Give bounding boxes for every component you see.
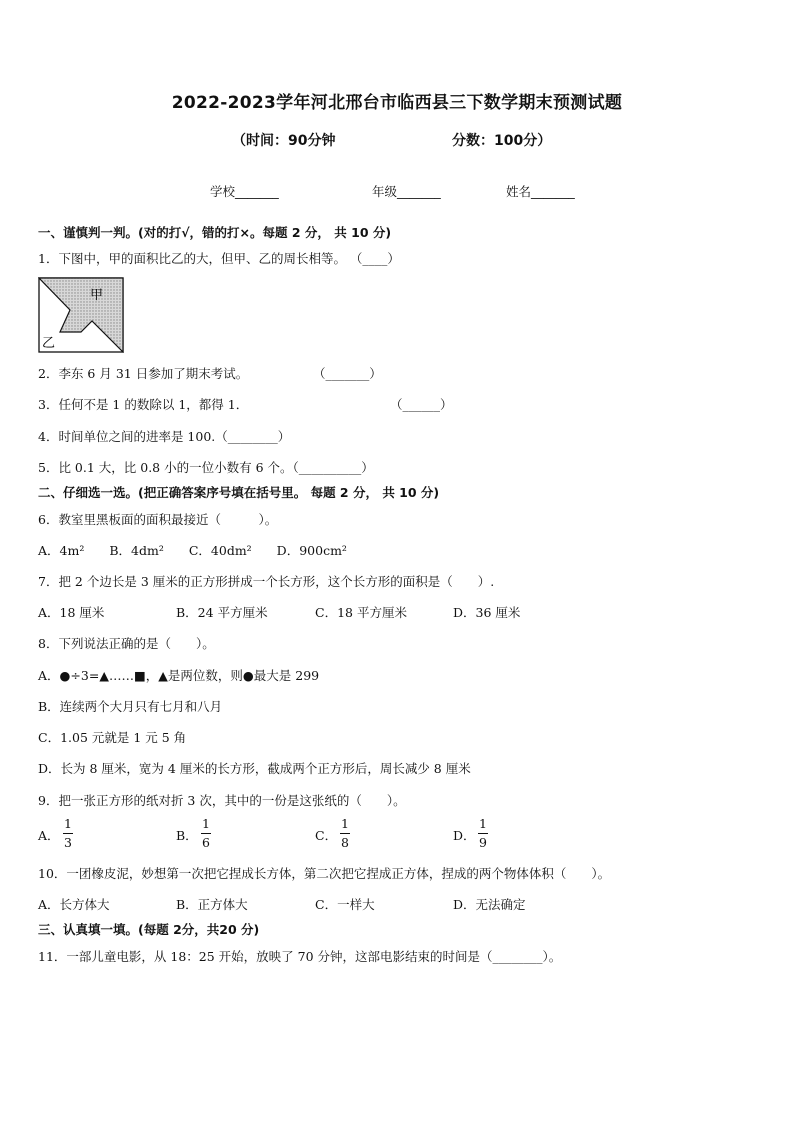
fraction-numerator: 1 [202, 816, 210, 831]
area-perimeter-figure [38, 277, 124, 353]
question-9-option-c: C． [315, 828, 338, 843]
question-7-option-c: C．18 平方厘米 [315, 605, 407, 620]
section-1-heading: 一、谨慎判一判。(对的打√，错的打×。每题 2 分， 共 10 分) [38, 225, 392, 240]
question-3-blank[interactable]: （______） [390, 397, 453, 412]
fraction-numerator: 1 [479, 816, 487, 831]
question-7-option-d: D．36 厘米 [453, 605, 521, 620]
question-7-option-a: A．18 厘米 [38, 605, 105, 620]
question-10-option-c: C．一样大 [315, 897, 375, 912]
fraction-one-eighth [340, 817, 350, 850]
question-9-option-a: A． [38, 828, 60, 843]
school-field[interactable]: 学校_______ [210, 184, 279, 199]
fraction-denominator: 9 [479, 835, 487, 850]
fraction-denominator: 3 [64, 835, 72, 850]
question-2-blank[interactable]: （_______） [313, 366, 382, 381]
question-3: 3．任何不是 1 的数除以 1，都得 1． [38, 397, 249, 412]
question-4: 4．时间单位之间的进率是 100.（________） [38, 429, 291, 444]
section-2-heading: 二、仔细选一选。(把正确答案序号填在括号里。 每题 2 分， 共 10 分) [38, 485, 440, 500]
fraction-one-third [63, 817, 73, 850]
question-8-option-a: A．●÷3=▲……■，▲是两位数，则●最大是 299 [38, 668, 320, 683]
fraction-one-sixth [201, 817, 211, 850]
question-7-option-b: B．24 平方厘米 [176, 605, 268, 620]
question-10-option-d: D．无法确定 [453, 897, 526, 912]
fraction-denominator: 6 [202, 835, 210, 850]
page-title: 2022-2023学年河北邢台市临西县三下数学期末预测试题 [171, 93, 623, 113]
question-11: 11．一部儿童电影，从 18：25 开始，放映了 70 分钟，这部电影结束的时间是（________）。 [38, 949, 562, 964]
question-10-option-b: B．正方体大 [176, 897, 248, 912]
fraction-numerator: 1 [341, 816, 349, 831]
exam-score: 分数：100分） [452, 133, 552, 149]
question-8: 8．下列说法正确的是（ ）。 [38, 636, 215, 651]
question-10-option-a: A．长方体大 [38, 897, 110, 912]
exam-time: （时间：90分钟 [232, 133, 336, 149]
question-9-option-b: B． [176, 828, 198, 843]
fraction-denominator: 8 [341, 835, 349, 850]
figure-label-yi: 乙 [42, 336, 56, 351]
figure-label-jia: 甲 [90, 288, 104, 303]
question-6-options: A．4m² B．4dm² C．40dm² D．900cm² [38, 543, 347, 558]
question-9: 9．把一张正方形的纸对折 3 次，其中的一份是这张纸的（ ）。 [38, 793, 406, 808]
question-10: 10．一团橡皮泥，妙想第一次把它捏成长方体，第二次把它捏成正方体，捏成的两个物体体积（ ）。 [38, 866, 611, 881]
grade-field[interactable]: 年级_______ [372, 184, 441, 199]
question-8-option-d: D．长为 8 厘米，宽为 4 厘米的长方形，截成两个正方形后，周长减少 8 厘米 [38, 761, 471, 776]
name-field[interactable]: 姓名_______ [506, 184, 575, 199]
fraction-numerator: 1 [64, 816, 72, 831]
question-8-option-b: B．连续两个大月只有七月和八月 [38, 699, 223, 714]
question-7: 7．把 2 个边长是 3 厘米的正方形拼成一个长方形，这个长方形的面积是（ ）. [38, 574, 495, 589]
question-6: 6．教室里黑板面的面积最接近（ ）。 [38, 512, 278, 527]
question-8-option-c: C．1.05 元就是 1 元 5 角 [38, 730, 187, 745]
question-1: 1．下图中，甲的面积比乙的大，但甲、乙的周长相等。 （____） [38, 251, 400, 266]
fraction-one-ninth [478, 817, 488, 850]
question-2: 2．李东 6 月 31 日参加了期末考试。 [38, 366, 249, 381]
section-3-heading: 三、认真填一填。(每题 2分，共20 分) [38, 922, 260, 937]
question-5: 5．比 0.1 大，比 0.8 小的一位小数有 6 个。（__________） [38, 460, 374, 475]
question-9-option-d: D． [453, 828, 476, 843]
